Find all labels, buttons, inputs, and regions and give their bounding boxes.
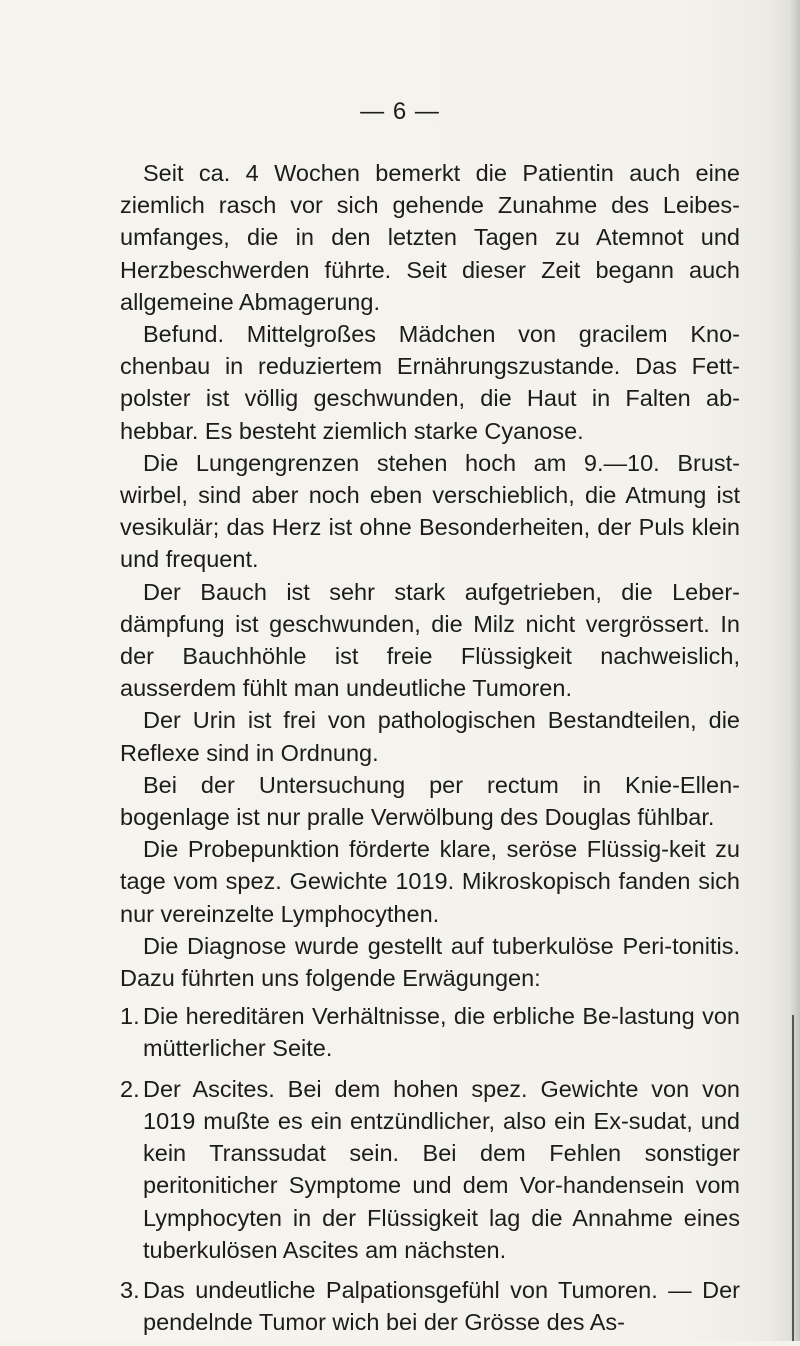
paragraph-diagnosis: Die Diagnose wurde gestellt auf tuberkulöse Peri-tonitis. Dazu führten uns folgende Erwägungen: (120, 932, 740, 992)
list-item-text: Das undeutliche Palpationsgefühl von Tumoren. — Der pendelnde Tumor wich bei der Grösse des As- (143, 1276, 740, 1336)
considerations-list (120, 1000, 740, 1338)
paragraph-abdomen: Der Bauch ist sehr stark aufgetrieben, die Leber-dämpfung ist geschwunden, die Milz nicht vergrössert. In der Bauchhöhle ist freie Flüssigkeit nachweislich, ausserdem fühlt man undeutliche Tumoren. (120, 578, 740, 702)
list-item-text: Der Ascites. Bei dem hohen spez. Gewichte von von 1019 mußte es ein entzündlicher, also ein Ex-sudat, und kein Transsudat sein. Bei dem Fehlen sonstiger peritoniticher Symptome und dem Vor-handensein vom Lymphocyten in der Flüssigkeit lag die Annahme eines tuberkulösen Ascites am nächsten. (143, 1075, 740, 1263)
page-number: — 6 — (360, 98, 440, 125)
list-item-number: 1. (120, 1003, 140, 1030)
list-item-number: 3. (120, 1276, 140, 1303)
list-item-number: 2. (120, 1075, 140, 1102)
binding-edge-mark (792, 1015, 794, 1341)
paragraph-rectal-exam: Bei der Untersuchung per rectum in Knie-Ellen-bogenlage ist nur pralle Verwölbung des Douglas fühlbar. (120, 771, 740, 831)
body-text (120, 157, 740, 1346)
paragraph-puncture: Die Probepunktion förderte klare, seröse Flüssig-keit zu tage vom spez. Gewichte 1019. Mikroskopisch fanden sich nur vereinzelte Lymphocythen. (120, 836, 740, 927)
paragraph-onset: Seit ca. 4 Wochen bemerkt die Patientin auch eine ziemlich rasch vor sich gehende Zunahme des Leibes-umfanges, die in den letzten Tagen zu Atemnot und Herzbeschwerden führte. Seit dieser Zeit begann auch allgemeine Abmagerung. (120, 160, 740, 315)
list-item (120, 1073, 740, 1266)
paragraph-lungs: Die Lungengrenzen stehen hoch am 9.—10. Brust-wirbel, sind aber noch eben verschieblich, die Atmung ist vesikulär; das Herz ist ohne Besonderheiten, der Puls klein und frequent. (120, 449, 740, 573)
list-item (120, 1000, 740, 1064)
paragraph-befund: Befund. Mittelgroßes Mädchen von gracilem Kno-chenbau in reduziertem Ernährungszustande. Das Fett-polster ist völlig geschwunden, die Haut in Falten ab-hebbar. Es besteht ziemlich starke Cyanose. (120, 321, 740, 444)
paragraph-urine: Der Urin ist frei von pathologischen Bestandteilen, die Reflexe sind in Ordnung. (120, 707, 740, 766)
list-item-text: Die hereditären Verhältnisse, die erbliche Be-lastung von mütterlicher Seite. (143, 1003, 740, 1062)
list-item (120, 1274, 740, 1338)
